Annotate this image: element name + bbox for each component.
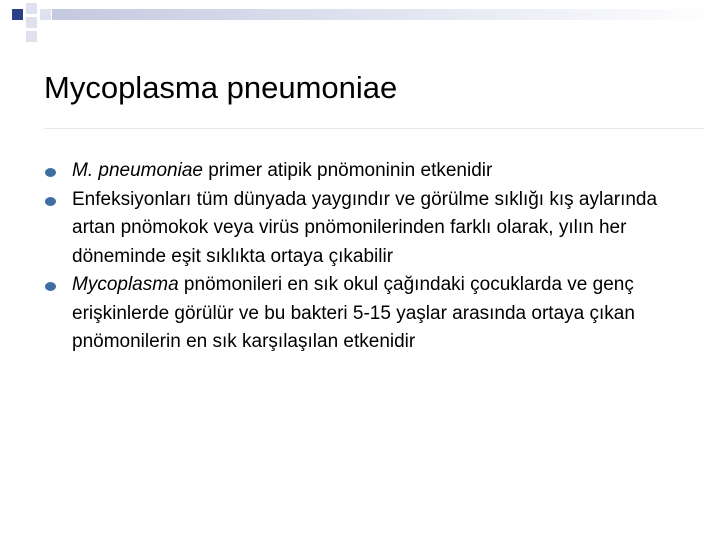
decor-square <box>26 3 37 14</box>
decor-square <box>26 17 37 28</box>
bullet-text: Enfeksiyonları tüm dünyada yaygındır ve görülme sıklığı kış aylarında artan pnömokok veya virüs pnömonilerinden farklı olarak, yılın her döneminde eşit sıklıkta ortaya çıkabilir <box>72 188 658 267</box>
decor-square <box>12 9 23 20</box>
bullet-dot-icon <box>45 167 56 178</box>
gradient-band <box>52 9 720 20</box>
bullet-text: pnömonileri en sık okul çağındaki çocuklarda ve genç erişkinlerde görülür ve bu bakteri 5-15 yaşlar arasında ortaya çıkan pnömonilerin en sık karşılaşılan etkenidir <box>72 274 635 352</box>
bullet-list <box>0 157 720 357</box>
bullet-item <box>0 186 720 272</box>
bullet-italic-text: M. pneumoniae <box>72 160 203 181</box>
bullet-dot-icon <box>45 281 56 292</box>
bullet-item <box>0 271 720 357</box>
slide-title: Mycoplasma pneumoniae <box>44 70 398 105</box>
bullet-dot-icon <box>45 196 56 207</box>
decor-square <box>26 31 37 42</box>
bullet-item <box>0 157 720 186</box>
bullet-italic-text: Mycoplasma <box>72 274 179 295</box>
bullet-text: primer atipik pnömoninin etkenidir <box>202 160 493 181</box>
decorative-header-strip <box>0 0 720 46</box>
title-divider <box>44 128 704 129</box>
decor-square <box>40 9 51 20</box>
